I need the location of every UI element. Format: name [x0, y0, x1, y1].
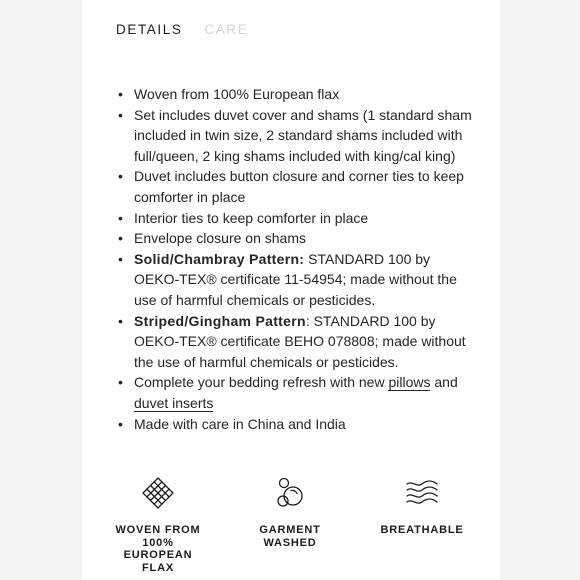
list-item: • Set includes duvet cover and shams (1 standard sham included in twin size, 2 standard shams included with full/queen, 2 king shams included with king/cal king) — [118, 106, 472, 164]
bullet: • — [118, 168, 123, 185]
feature-icons — [100, 474, 480, 574]
pillows-link[interactable]: pillows — [388, 374, 431, 391]
feature-label: BREATHABLE — [380, 524, 464, 536]
list-item: • Duvet includes button closure and corner ties to keep comforter in place — [118, 168, 464, 205]
feature-label: WOVEN FROM 100% EUROPEAN FLAX — [115, 524, 201, 574]
duvet-inserts-link[interactable]: duvet inserts — [134, 394, 214, 411]
feature-garment-washed — [232, 474, 348, 574]
bullet: • — [118, 230, 123, 247]
list-item: • Made with care in China and India — [116, 414, 476, 435]
feature-woven — [100, 474, 216, 574]
bullet: • — [118, 374, 123, 391]
bullet: • — [118, 209, 123, 226]
list-item: • Complete your bedding refresh with new pillows and duvet inserts — [118, 374, 458, 411]
pattern-label: Solid/Chambray Pattern: — [134, 250, 305, 267]
bubbles-icon — [271, 474, 309, 512]
waves-icon — [403, 474, 441, 512]
tab-details[interactable]: DETAILS — [116, 22, 183, 37]
tab-care[interactable]: CARE — [204, 22, 249, 37]
woven-icon — [139, 474, 177, 512]
bullet: • — [118, 250, 123, 267]
info-tabs — [116, 22, 248, 37]
details-list — [116, 84, 476, 434]
list-item: • Envelope closure on shams — [116, 228, 476, 249]
feature-breathable — [364, 474, 480, 574]
bullet: • — [118, 312, 123, 329]
bullet: • — [118, 106, 123, 123]
pattern-label: Striped/Gingham Pattern — [134, 312, 306, 329]
list-item: • Interior ties to keep comforter in place — [116, 208, 476, 229]
feature-label: GARMENT WASHED — [259, 524, 321, 549]
list-item: • Woven from 100% European flax — [116, 84, 476, 105]
list-item: • Striped/Gingham Pattern: STANDARD 100 by OEKO-TEX® certificate BEHO 078808; made without the use of harmful chemicals or pesticides. — [118, 312, 466, 370]
list-item: • Solid/Chambray Pattern: STANDARD 100 by OEKO-TEX® certificate 11-54954; made without the use of harmful chemicals or pesticides. — [118, 250, 457, 308]
bullet: • — [118, 86, 123, 102]
bullet: • — [118, 415, 123, 432]
